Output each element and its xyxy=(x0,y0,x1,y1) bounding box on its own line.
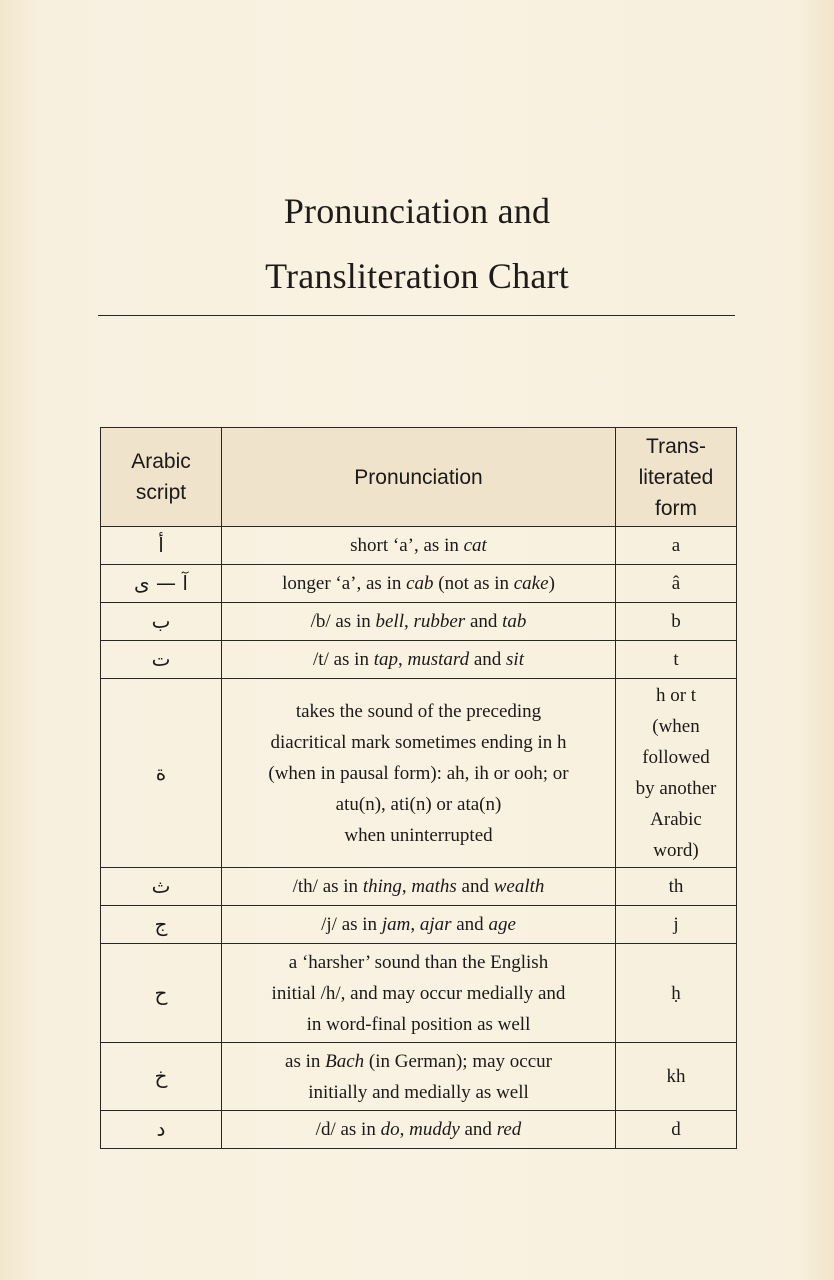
example-word: rubber xyxy=(413,611,466,632)
arabic-letter: ح xyxy=(101,944,222,1043)
text-run: , xyxy=(398,649,408,670)
header-transliterated-form xyxy=(616,428,737,527)
example-word: maths xyxy=(411,876,457,897)
example-word: ajar xyxy=(419,914,452,935)
example-word: age xyxy=(488,914,516,935)
chart-title-line-1: Pronunciation and xyxy=(283,191,551,231)
pronunciation-line: in word-final position as well xyxy=(306,1013,531,1035)
text-run: and xyxy=(459,1119,497,1140)
arabic-letter: ج xyxy=(101,906,222,944)
transliterated-form xyxy=(616,679,737,868)
transliterated-form xyxy=(616,641,737,679)
transliteration-table xyxy=(100,427,737,1149)
table-row xyxy=(101,527,737,565)
transliterated-form xyxy=(616,1111,737,1149)
pronunciation-cell xyxy=(222,906,616,944)
transliterated-form xyxy=(616,868,737,906)
title-divider xyxy=(98,315,735,316)
header-translit-line-2: literated xyxy=(638,465,714,489)
text-run: longer ‘a’, as in xyxy=(282,573,407,594)
text-run: , xyxy=(403,611,414,632)
pronunciation-cell xyxy=(222,565,616,603)
pronunciation-line xyxy=(228,1077,609,1108)
header-arabic-line-2: script xyxy=(135,481,187,504)
pronunciation-line: when uninterrupted xyxy=(344,824,493,846)
text-run: and xyxy=(456,876,494,897)
transliteration-line: Arabic xyxy=(650,809,702,830)
arabic-letter: أ xyxy=(101,527,222,565)
text-run: /d/ as in xyxy=(315,1119,381,1140)
text-run: short ‘a’, as in xyxy=(350,535,464,556)
table-row xyxy=(101,1111,737,1149)
transliteration-line: followed xyxy=(642,747,710,768)
text-run: /th/ as in xyxy=(292,876,363,897)
example-word: mustard xyxy=(407,649,470,670)
pronunciation-cell xyxy=(222,1111,616,1149)
table-row xyxy=(101,641,737,679)
arabic-letter: ت xyxy=(101,641,222,679)
arabic-letter: د xyxy=(101,1111,222,1149)
arabic-letter: ة xyxy=(101,679,222,868)
transliteration-line: kh xyxy=(666,1066,686,1087)
pronunciation-line: (when in pausal form): ah, ih or ooh; or xyxy=(268,762,569,784)
table-row xyxy=(101,906,737,944)
pronunciation-cell xyxy=(222,944,616,1043)
transliteration-line: â xyxy=(671,573,681,594)
header-translit-line-3: form xyxy=(655,496,697,520)
table-row xyxy=(101,1043,737,1111)
transliterated-form xyxy=(616,944,737,1043)
transliteration-line: by another xyxy=(635,778,717,799)
pronunciation-line xyxy=(228,1046,609,1077)
text-run: initially and medially as well xyxy=(308,1081,529,1103)
transliteration-line: ḥ xyxy=(671,982,681,1004)
transliterated-form xyxy=(616,565,737,603)
table-row xyxy=(101,603,737,641)
example-word: Bach xyxy=(325,1050,365,1072)
example-word: bell xyxy=(375,611,404,632)
arabic-letter: آ — ى xyxy=(101,565,222,603)
transliteration-line: h or t xyxy=(655,685,697,706)
header-arabic-line-1: Arabic xyxy=(131,450,191,473)
transliteration-line: d xyxy=(671,1119,681,1140)
example-word: cat xyxy=(463,535,487,556)
transliteration-line: b xyxy=(671,611,681,632)
text-run: /b/ as in xyxy=(310,611,376,632)
transliteration-line: th xyxy=(668,876,684,897)
text-run: , xyxy=(401,876,412,897)
table-row xyxy=(101,868,737,906)
example-word: tap xyxy=(373,649,398,670)
example-word: sit xyxy=(506,649,524,670)
example-word: cab xyxy=(406,573,434,594)
example-word: do xyxy=(380,1119,400,1140)
text-run: /t/ as in xyxy=(313,649,374,670)
transliterated-form xyxy=(616,603,737,641)
transliterated-form xyxy=(616,527,737,565)
text-run: (not as in xyxy=(433,573,514,594)
transliteration-line: j xyxy=(673,914,679,935)
table-header-row xyxy=(101,428,737,527)
example-word: red xyxy=(496,1119,522,1140)
example-word: jam xyxy=(381,914,411,935)
example-word: thing xyxy=(362,876,402,897)
example-word: wealth xyxy=(493,876,545,897)
pronunciation-cell xyxy=(222,603,616,641)
pronunciation-line: atu(n), ati(n) or ata(n) xyxy=(335,793,502,815)
transliteration-line: t xyxy=(673,649,679,670)
transliteration-line: a xyxy=(671,535,681,556)
table-row xyxy=(101,565,737,603)
text-run: , xyxy=(410,914,420,935)
pronunciation-cell xyxy=(222,527,616,565)
example-word: cake xyxy=(513,573,549,594)
pronunciation-line: diacritical mark sometimes ending in h xyxy=(270,731,567,753)
arabic-letter: خ xyxy=(101,1043,222,1111)
header-arabic-script xyxy=(101,428,222,527)
header-pronunciation: Pronunciation xyxy=(222,428,616,527)
pronunciation-cell xyxy=(222,679,616,868)
transliterated-form xyxy=(616,1043,737,1111)
text-run: , xyxy=(399,1119,410,1140)
example-word: muddy xyxy=(409,1119,460,1140)
text-run: as in xyxy=(285,1050,326,1072)
text-run: and xyxy=(465,611,503,632)
example-word: tab xyxy=(502,611,527,632)
pronunciation-cell xyxy=(222,868,616,906)
pronunciation-cell xyxy=(222,641,616,679)
pronunciation-cell xyxy=(222,1043,616,1111)
pronunciation-line: initial /h/, and may occur medially and xyxy=(271,982,566,1004)
header-translit-line-1: Trans- xyxy=(646,434,706,458)
table-row xyxy=(101,679,737,868)
pronunciation-line: takes the sound of the preceding xyxy=(295,700,542,722)
transliteration-line: word) xyxy=(653,840,699,861)
text-run: and xyxy=(469,649,507,670)
text-run: (in German); may occur xyxy=(364,1050,552,1072)
text-run: and xyxy=(451,914,489,935)
chart-title-line-2: Transliteration Chart xyxy=(265,256,569,296)
arabic-letter: ث xyxy=(101,868,222,906)
arabic-letter: ب xyxy=(101,603,222,641)
pronunciation-line: a ‘harsher’ sound than the English xyxy=(288,951,549,973)
transliteration-line: (when xyxy=(652,716,700,737)
transliterated-form xyxy=(616,906,737,944)
text-run: /j/ as in xyxy=(321,914,382,935)
text-run: ) xyxy=(548,573,555,594)
table-row xyxy=(101,944,737,1043)
